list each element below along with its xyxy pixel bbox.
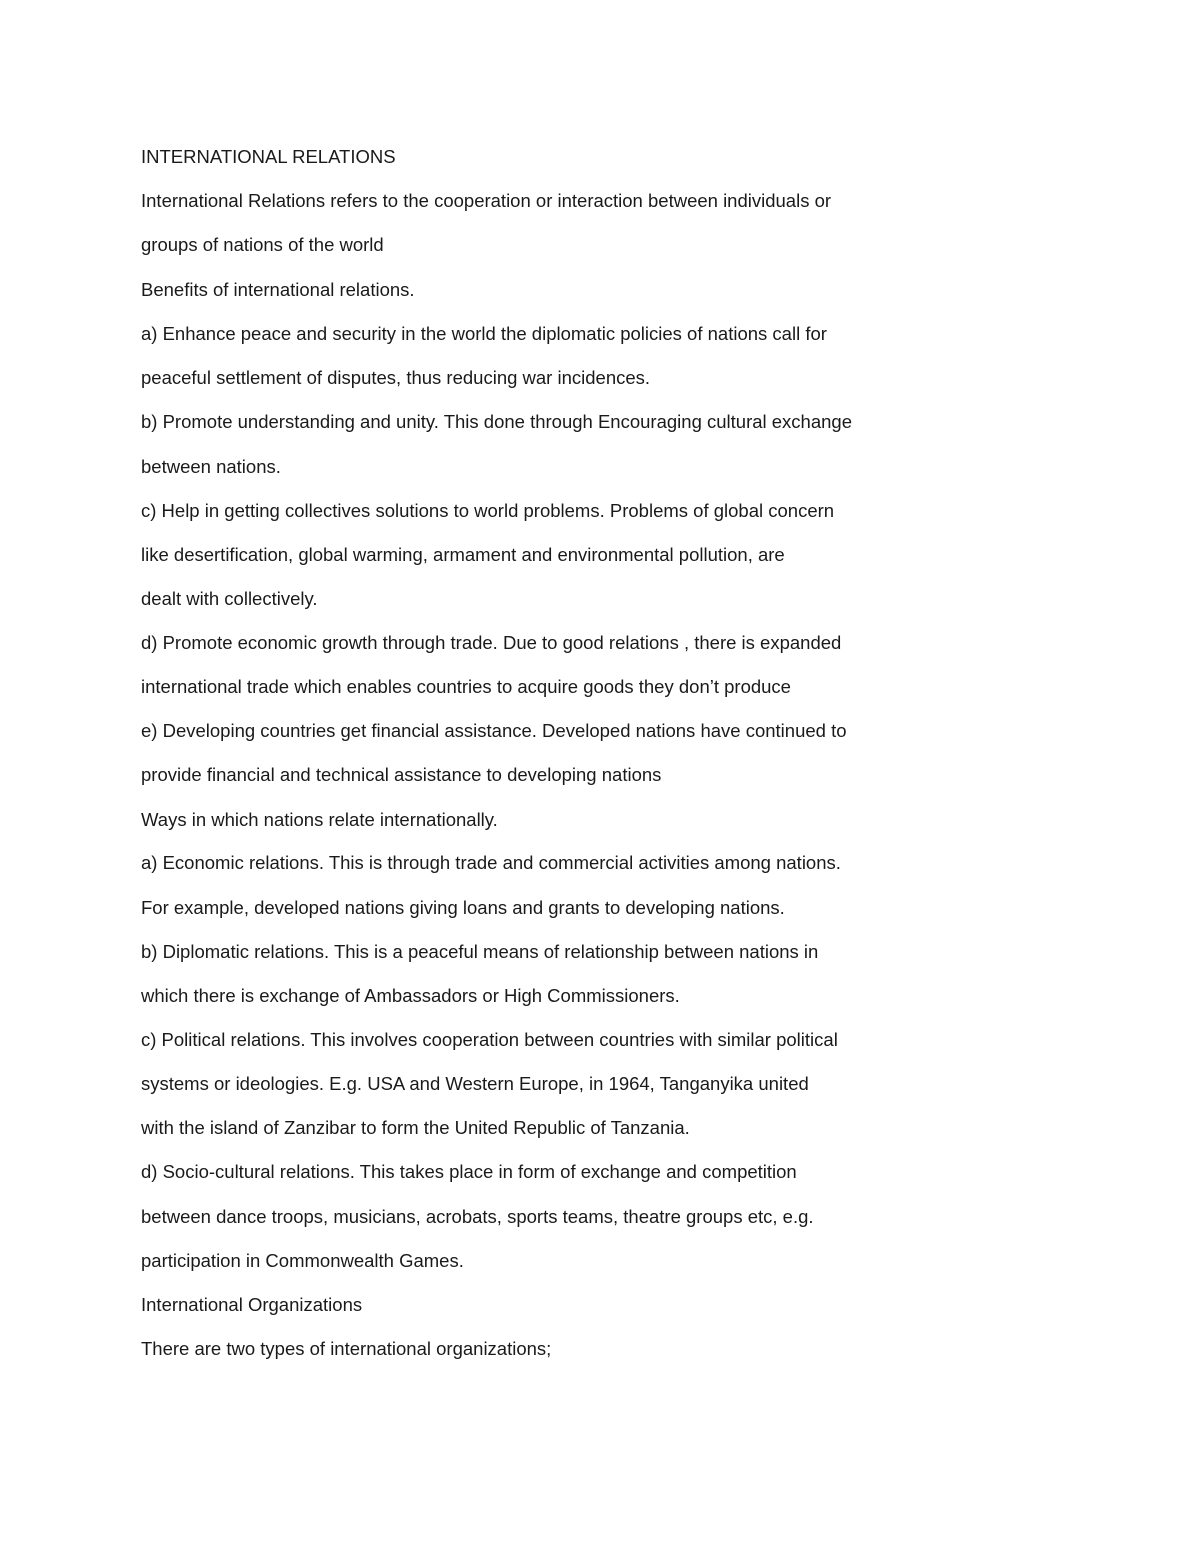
list-item-line: peaceful settlement of disputes, thus reducing war incidences.: [141, 367, 651, 388]
list-item-line: c) Help in getting collectives solutions to world problems. Problems of global concern: [141, 500, 835, 521]
list-item-line: b) Promote understanding and unity. This done through Encouraging cultural exchange: [141, 411, 853, 432]
list-item-line: For example, developed nations giving loans and grants to developing nations.: [141, 897, 785, 918]
list-item-line: a) Enhance peace and security in the world the diplomatic policies of nations call for: [141, 323, 827, 344]
section-heading: International Organizations: [141, 1294, 363, 1315]
section-heading: Ways in which nations relate internationally.: [141, 809, 498, 830]
list-item-line: like desertification, global warming, armament and environmental pollution, are: [141, 544, 785, 565]
list-item-line: b) Diplomatic relations. This is a peaceful means of relationship between nations in: [141, 941, 819, 962]
list-item-line: between dance troops, musicians, acrobats, sports teams, theatre groups etc, e.g.: [141, 1206, 814, 1227]
document-title: INTERNATIONAL RELATIONS: [141, 146, 396, 167]
list-item-line: a) Economic relations. This is through trade and commercial activities among nations.: [141, 852, 841, 873]
list-item-line: with the island of Zanzibar to form the United Republic of Tanzania.: [141, 1117, 690, 1138]
list-item-line: participation in Commonwealth Games.: [141, 1250, 464, 1271]
section-heading: Benefits of international relations.: [141, 279, 415, 300]
paragraph-line: groups of nations of the world: [141, 234, 384, 255]
list-item-line: international trade which enables countries to acquire goods they don’t produce: [141, 676, 791, 697]
list-item-line: d) Promote economic growth through trade. Due to good relations , there is expanded: [141, 632, 842, 653]
list-item-line: d) Socio-cultural relations. This takes place in form of exchange and competition: [141, 1161, 797, 1182]
list-item-line: c) Political relations. This involves cooperation between countries with similar political: [141, 1029, 838, 1050]
paragraph-line: There are two types of international organizations;: [141, 1338, 552, 1359]
list-item-line: e) Developing countries get financial assistance. Developed nations have continued to: [141, 720, 847, 741]
list-item-line: between nations.: [141, 456, 281, 477]
list-item-line: dealt with collectively.: [141, 588, 318, 609]
list-item-line: systems or ideologies. E.g. USA and Western Europe, in 1964, Tanganyika united: [141, 1073, 809, 1094]
list-item-line: which there is exchange of Ambassadors or High Commissioners.: [141, 985, 680, 1006]
list-item-line: provide financial and technical assistance to developing nations: [141, 764, 662, 785]
paragraph-line: International Relations refers to the cooperation or interaction between individuals or: [141, 190, 832, 211]
